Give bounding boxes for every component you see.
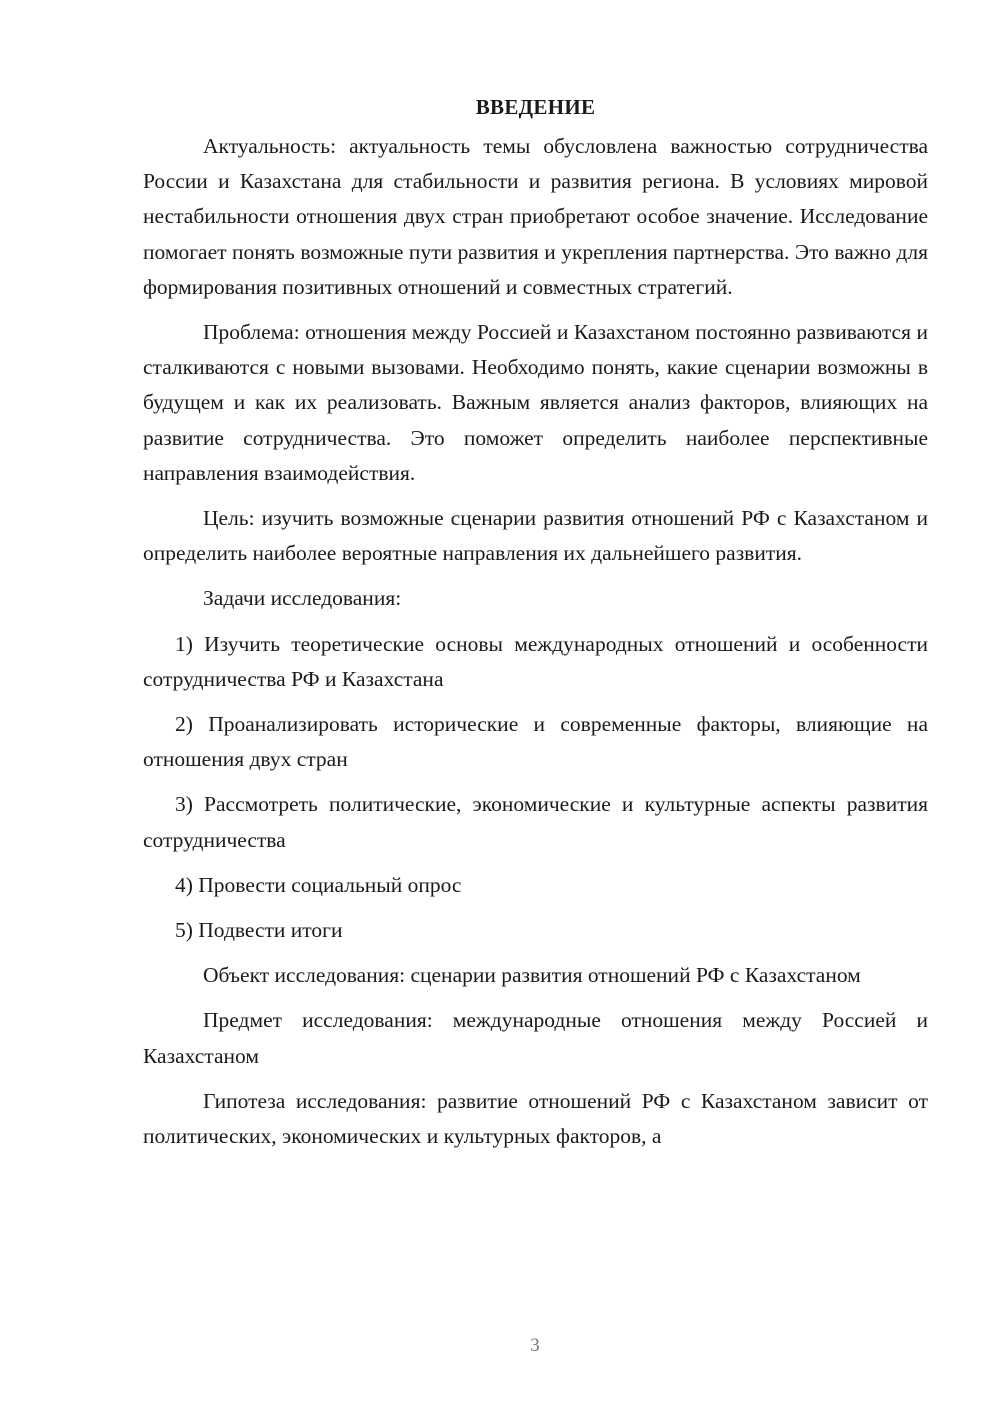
problem-paragraph: Проблема: отношения между Россией и Казахстаном постоянно развиваются и сталкиваются с новыми вызовами. Необходимо понять, какие сценарии возможны в будущем и как их реализовать. Важным является анализ факторов, влияющих на развитие сотрудничества. Это поможет определить наиболее перспективные направления взаимодействия. bbox=[143, 320, 928, 485]
tasks-heading: Задачи исследования: bbox=[203, 586, 402, 611]
task-item: 2) Проанализировать исторические и современные факторы, влияющие на отношения двух стран bbox=[143, 712, 928, 772]
task-item: 5) Подвести итоги bbox=[175, 918, 343, 943]
document-page bbox=[143, 90, 928, 1164]
page-number: 3 bbox=[530, 1335, 540, 1356]
object-paragraph: Объект исследования: сценарии развития отношений РФ с Казахстаном bbox=[203, 963, 861, 988]
task-item: 4) Провести социальный опрос bbox=[175, 872, 462, 897]
task-item: 1) Изучить теоретические основы международных отношений и особенности сотрудничества РФ и Казахстана bbox=[143, 631, 928, 691]
section-title: ВВЕДЕНИЕ bbox=[475, 95, 596, 119]
relevance-paragraph: Актуальность: актуальность темы обусловлена важностью сотрудничества России и Казахстана для стабильности и развития региона. В условиях мировой нестабильности отношения двух стран приобретают особое значение. Исследование помогает понять возможные пути развития и укрепления партнерства. Это важно для формирования позитивных отношений и совместных стратегий. bbox=[143, 134, 928, 299]
subject-paragraph: Предмет исследования: международные отношения между Россией и Казахстаном bbox=[143, 1008, 928, 1068]
task-item: 3) Рассмотреть политические, экономические и культурные аспекты развития сотрудничества bbox=[143, 792, 928, 852]
hypothesis-paragraph: Гипотеза исследования: развитие отношений РФ с Казахстаном зависит от политических, экономических и культурных факторов, а bbox=[143, 1088, 928, 1149]
goal-paragraph: Цель: изучить возможные сценарии развития отношений РФ с Казахстаном и определить наиболее вероятные направления их дальнейшего развития. bbox=[143, 506, 928, 566]
